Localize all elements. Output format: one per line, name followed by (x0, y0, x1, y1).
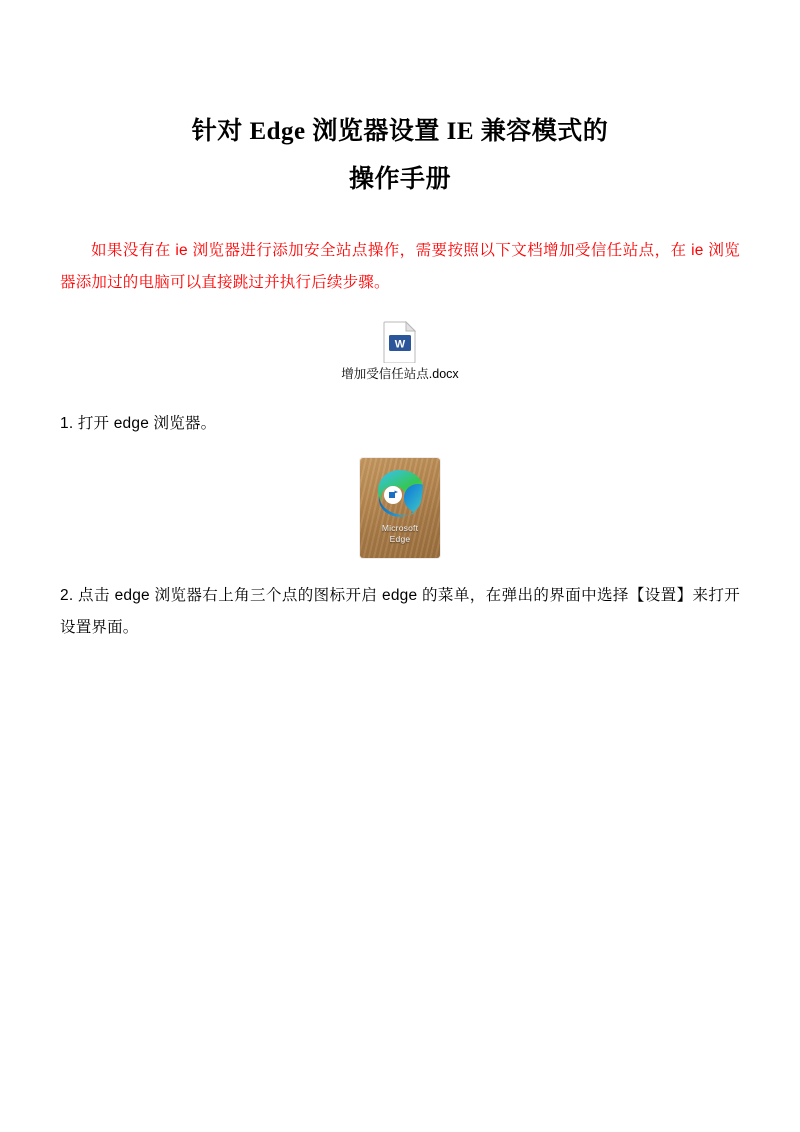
svg-text:W: W (394, 338, 406, 351)
word-document-icon (383, 321, 417, 363)
attachment-file-name: 增加受信任站点.docx (341, 366, 459, 381)
step-2-text: 2. 点击 edge 浏览器右上角三个点的图标开启 edge 的菜单，在弹出的界面中选择【设置】来打开设置界面。 (60, 587, 740, 636)
edge-caption-line-2: Edge (389, 533, 411, 544)
step-1-text: 1. 打开 edge 浏览器。 (60, 415, 217, 433)
prerequisite-note: 如果没有在 ie 浏览器进行添加安全站点操作，需要按照以下文档增加受信任站点，在 ie 浏览器添加过的电脑可以直接跳过并执行后续步骤。 (60, 242, 740, 291)
microsoft-edge-icon (374, 467, 426, 519)
edge-caption-line-1: Microsoft (381, 523, 419, 534)
edge-tile-caption (382, 523, 418, 544)
attachment-block[interactable] (325, 321, 475, 383)
page-title-line-2: 操作手册 (348, 165, 451, 193)
edge-icon-figure (360, 458, 440, 558)
page-title-line-1: 针对 Edge 浏览器设置 IE 兼容模式的 (191, 118, 609, 145)
edge-desktop-tile (360, 458, 440, 558)
page-title (60, 108, 740, 203)
